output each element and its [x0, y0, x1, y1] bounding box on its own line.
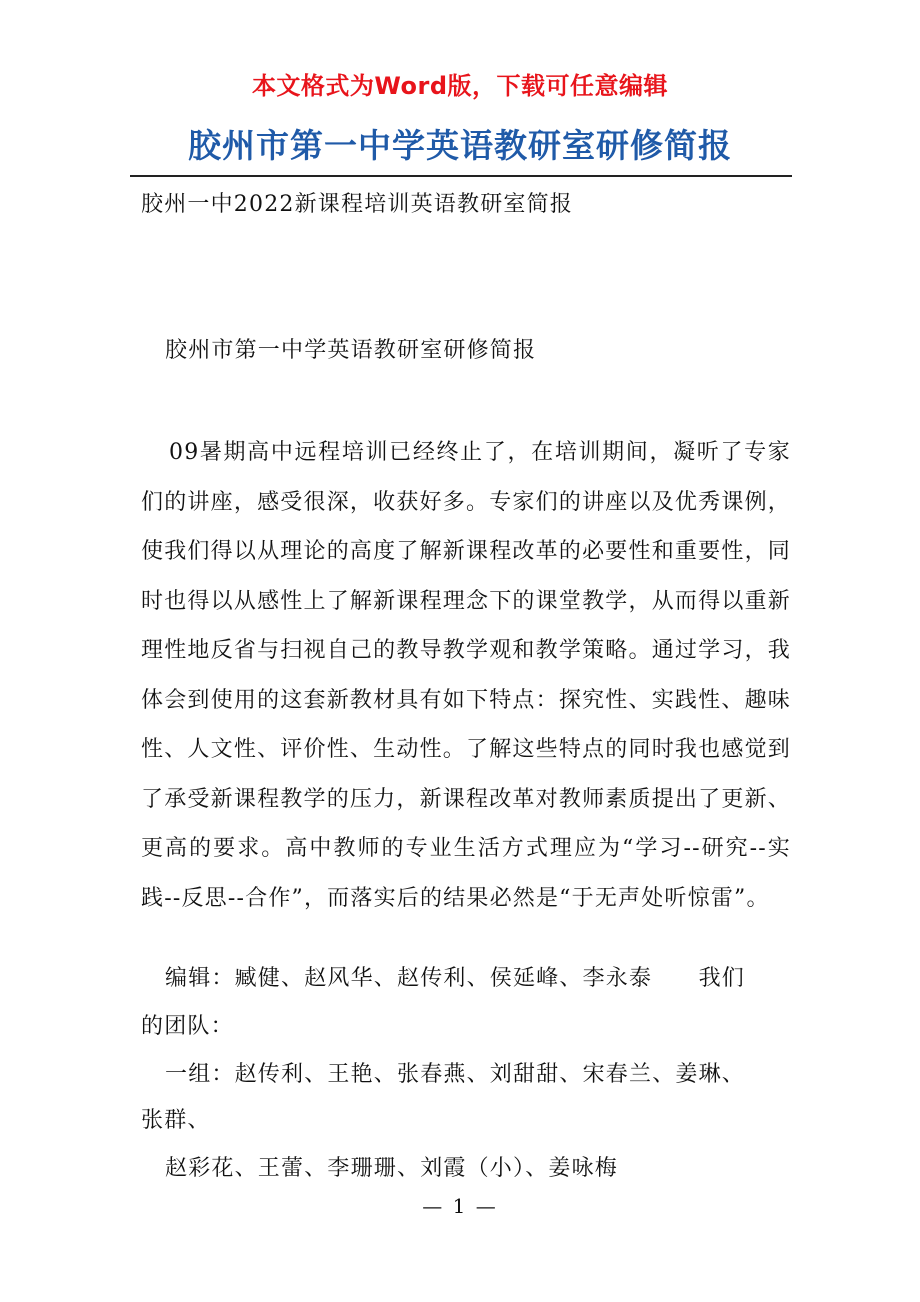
group-one-line-continued: 张群、: [141, 1108, 211, 1133]
group-one-line: 一组：赵传利、王艳、张春燕、刘甜甜、宋春兰、姜琳、: [165, 1062, 746, 1087]
title-divider: [130, 175, 792, 177]
page-number: — 1 —: [422, 1194, 498, 1218]
format-notice-banner: 本文格式为Word版，下载可任意编辑: [251, 72, 669, 100]
editors-line-continued: 的团队：: [141, 1014, 234, 1039]
document-title: 胶州市第一中学英语教研室研修简报: [188, 126, 732, 165]
section-heading: 胶州市第一中学英语教研室研修简报: [165, 338, 537, 363]
document-subtitle: 胶州一中2022新课程培训英语教研室简报: [141, 192, 573, 217]
group-one-members-line: 赵彩花、王蕾、李珊珊、刘霞（小）、姜咏梅: [165, 1156, 619, 1181]
editors-line: 编辑：臧健、赵风华、赵传利、侯延峰、李永泰 我们: [165, 966, 746, 991]
body-paragraph: 09暑期高中远程培训已经终止了，在培训期间，凝听了专家们的讲座，感受很深，收获好多。专家们的讲座以及优秀课例，使我们得以从理论的高度了解新课程改革的必要性和重要性，同时也得以从感性上了解新课程理念下的课堂教学，从而得以重新理性地反省与扫视自己的教导教学观和教学策略。通过学习，我体会到使用的这套新教材具有如下特点：探究性、实践性、趣味性、人文性、评价性、生动性。了解这些特点的同时我也感觉到了承受新课程教学的压力，新课程改革对教师素质提出了更新、更高的要求。高中教师的专业生活方式理应为“学习--研究--实践--反思--合作”，而落实后的结果必然是“于无声处听惊雷”。: [141, 440, 791, 911]
